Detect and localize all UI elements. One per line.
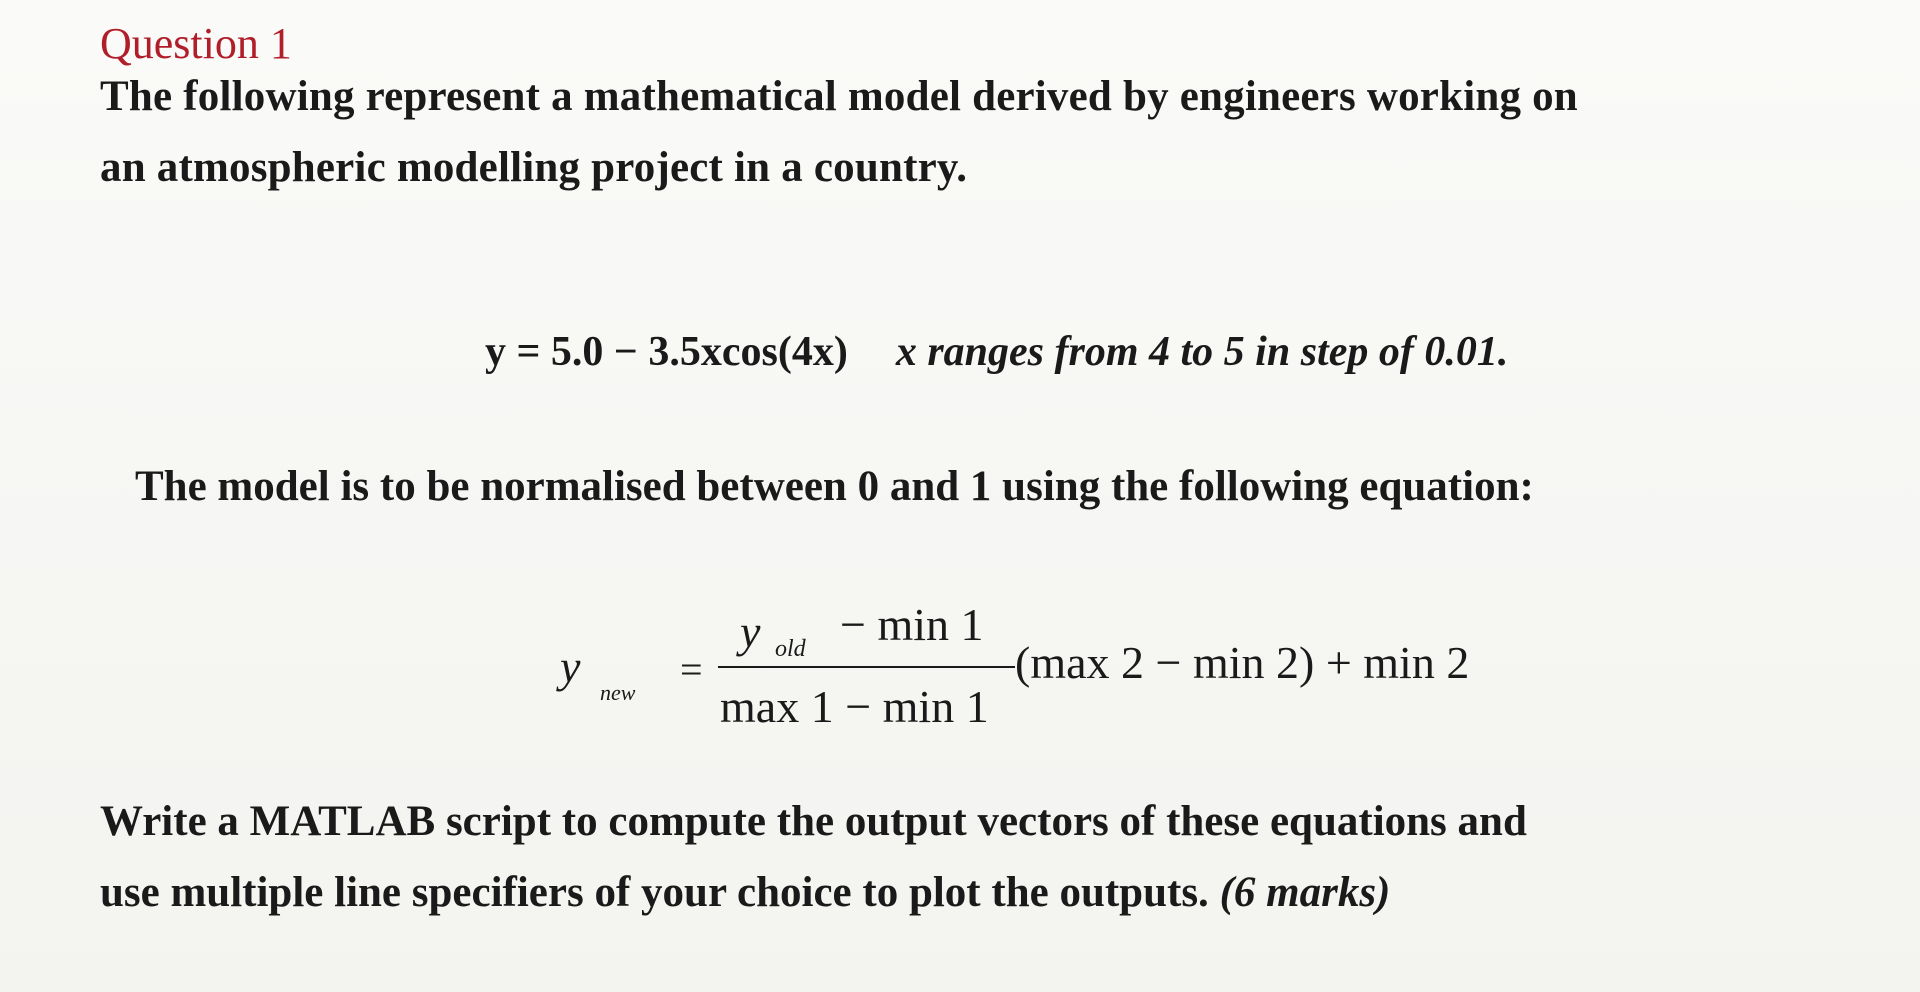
formula-fraction-bar [718,666,1015,668]
formula-lhs-subscript: new [600,680,636,705]
question-title: Question 1 [100,19,292,68]
intro-line-2: an atmospheric modelling project in a country. [100,144,968,191]
model-equation-expression: y = 5.0 − 3.5xcos(4x) [485,329,848,375]
formula-numerator-subscript: old [775,636,806,662]
formula-tail: (max 2 − min 2) + min 2 [1015,637,1470,688]
intro-line-1: The following represent a mathematical model derived by engineers working on [100,73,1578,120]
formula-numerator-rest: − min 1 [840,599,984,650]
model-equation [485,328,1508,376]
formula-lhs-variable: y [560,641,581,692]
formula-denominator: max 1 − min 1 [720,681,989,732]
task-line-1: Write a MATLAB script to compute the output vectors of these equations and [100,798,1527,845]
task-line-2 [100,868,1390,917]
formula-numerator-variable: y [740,606,761,657]
task-line-2-text: use multiple line specifiers of your choice to plot the outputs. [100,869,1209,916]
model-equation-range: x ranges from 4 to 5 in step of 0.01. [895,329,1509,375]
normalisation-text: The model is to be normalised between 0 and 1 using the following equation: [135,463,1534,510]
task-marks: (6 marks) [1219,869,1391,916]
formula-equals: = [680,647,703,692]
